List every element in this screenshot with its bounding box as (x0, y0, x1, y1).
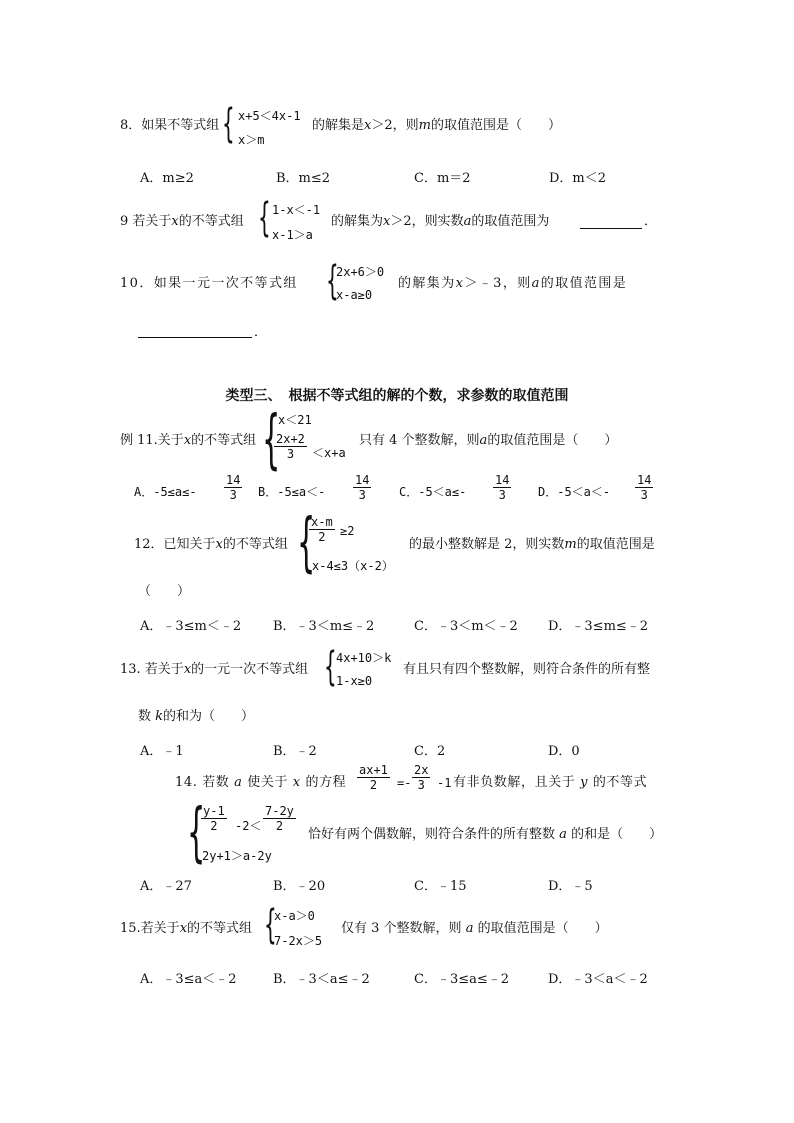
q11-sys-line-1: x＜21 (278, 413, 312, 427)
q8-sys-line-2: x＞m (238, 133, 265, 147)
q15-brace: { (264, 902, 277, 948)
q12-sys-line-2: x-4≤3（x-2） (312, 559, 394, 573)
q10-sys-line-2: x-a≥0 (336, 288, 373, 302)
q13-option-c[interactable]: C．2 (414, 744, 446, 759)
q14-eq-tail: -1 (437, 776, 452, 790)
q13-line-2: 数 k的和为（ ） (138, 709, 255, 724)
q15-option-d[interactable]: D．﹣3＜a＜﹣2 (548, 972, 648, 987)
q12-tail: 的最小整数解是 2，则实数m的取值范围是 (409, 537, 655, 552)
q10-answer-blank[interactable] (138, 324, 252, 338)
q10-brace: { (326, 258, 339, 304)
q11-brace: { (262, 403, 281, 477)
q8-option-d[interactable]: D．m＜2 (549, 171, 607, 186)
q14-sys-fraction-2: $\frac{7-2y}{2}$ (265, 804, 294, 833)
q13-brace: { (324, 644, 337, 690)
q14-sys-line-2: 2y+1＞a-2y (202, 849, 272, 863)
q13-lead: 13. 若关于x的一元一次不等式组 (120, 662, 309, 677)
q12-brace: { (297, 506, 316, 580)
q14-tail: 有非负数解，且关于 y 的不等式 (453, 775, 648, 790)
q13-tail: 有且只有四个整数解，则符合条件的所有整 (403, 662, 651, 677)
q14-line-2: 恰好有两个偶数解，则符合条件的所有整数 a 的和是（ ） (308, 827, 663, 842)
q9-answer-blank[interactable] (580, 214, 642, 229)
q9-end: ． (644, 214, 658, 229)
q10-tail: 的解集为x＞﹣3，则a的取值范围是 (398, 276, 628, 291)
q8-tail: 的解集是x＞2，则m的取值范围是（ ） (312, 118, 561, 133)
q15-tail: 仅有 3 个整数解，则 a 的取值范围是（ ） (341, 921, 608, 936)
q14-option-d[interactable]: D．﹣5 (548, 879, 593, 894)
q9-lead: 9 若关于x的不等式组 (120, 214, 244, 229)
q14-eq-fraction-2: $\frac{2x}{3}$ (414, 763, 429, 792)
q10-lead: 10．如果一元一次不等式组 (120, 276, 298, 291)
q15-sys-line-1: x-a＞0 (274, 909, 315, 923)
q13-option-b[interactable]: B．﹣2 (273, 744, 317, 759)
q13-option-d[interactable]: D．0 (548, 744, 580, 759)
q8-number: 8．如果不等式组 (120, 118, 220, 133)
q12-lead: 12．已知关于x的不等式组 (134, 537, 288, 552)
q14-option-c[interactable]: C．﹣15 (414, 879, 467, 894)
q15-sys-line-2: 7-2x＞5 (274, 934, 323, 948)
q14-brace: { (187, 796, 206, 870)
q12-option-d[interactable]: D．﹣3≤m≤﹣2 (548, 619, 649, 634)
q12-answer-paren[interactable]: （ ） (138, 584, 191, 599)
q9-sys-line-1: 1-x＜-1 (272, 203, 321, 217)
q14-lead: 14. 若数 a 使关于 x 的方程 (175, 775, 347, 790)
q10-sys-line-1: 2x+6＞0 (336, 265, 385, 279)
q11-tail: 只有 4 个整数解，则a的取值范围是（ ） (359, 433, 618, 448)
q14-sys-mid: -2＜ (235, 819, 262, 833)
q12-sys-line-1-tail: ≥2 (340, 524, 355, 538)
q9-sys-line-2: x-1＞a (272, 228, 313, 242)
q8-option-c[interactable]: C．m＝2 (414, 171, 471, 186)
q12-sys-fraction: $\frac{x-m}{2}$ (311, 515, 333, 544)
q8-option-b[interactable]: B．m≤2 (276, 171, 331, 186)
q8-sys-line-1: x+5＜4x-1 (238, 109, 301, 123)
q13-option-a[interactable]: A．﹣1 (140, 744, 184, 759)
q9-brace: { (258, 195, 271, 241)
q11-sys-line-2-tail: ＜x+a (312, 446, 346, 460)
q13-sys-line-2: 1-x≥0 (336, 674, 373, 688)
q12-option-b[interactable]: B．﹣3＜m≤﹣2 (273, 619, 375, 634)
q14-sys-fraction-1: $\frac{y-1}{2}$ (203, 804, 225, 833)
q13-sys-line-1: 4x+10＞k (336, 651, 392, 665)
q14-eq-fraction-1: $\frac{ax+1}{2}$ (359, 763, 388, 792)
q9-tail: 的解集为x＞2，则实数a的取值范围为 (331, 214, 550, 229)
q14-option-a[interactable]: A．﹣27 (140, 879, 192, 894)
section-heading-type3: 类型三、 根据不等式组的解的个数，求参数的取值范围 (225, 388, 569, 404)
q11-sys-fraction: $\frac{2x+2}{3}$ (276, 432, 305, 461)
q14-eq-sign: =- (397, 776, 412, 790)
q15-option-a[interactable]: A．﹣3≤a＜﹣2 (140, 972, 237, 987)
q14-option-b[interactable]: B．﹣20 (273, 879, 326, 894)
q15-option-b[interactable]: B．﹣3＜a≤﹣2 (273, 972, 370, 987)
q15-lead: 15.若关于x的不等式组 (120, 921, 253, 936)
q15-option-c[interactable]: C．﹣3≤a≤﹣2 (414, 972, 510, 987)
q8-option-a[interactable]: A．m≥2 (140, 171, 194, 186)
q10-end: ． (254, 325, 268, 340)
q12-option-c[interactable]: C．﹣3＜m＜﹣2 (414, 619, 518, 634)
q8-brace: { (222, 101, 235, 147)
q12-option-a[interactable]: A．﹣3≤m＜﹣2 (140, 619, 242, 634)
q11-lead: 例 11.关于x的不等式组 (120, 433, 257, 448)
